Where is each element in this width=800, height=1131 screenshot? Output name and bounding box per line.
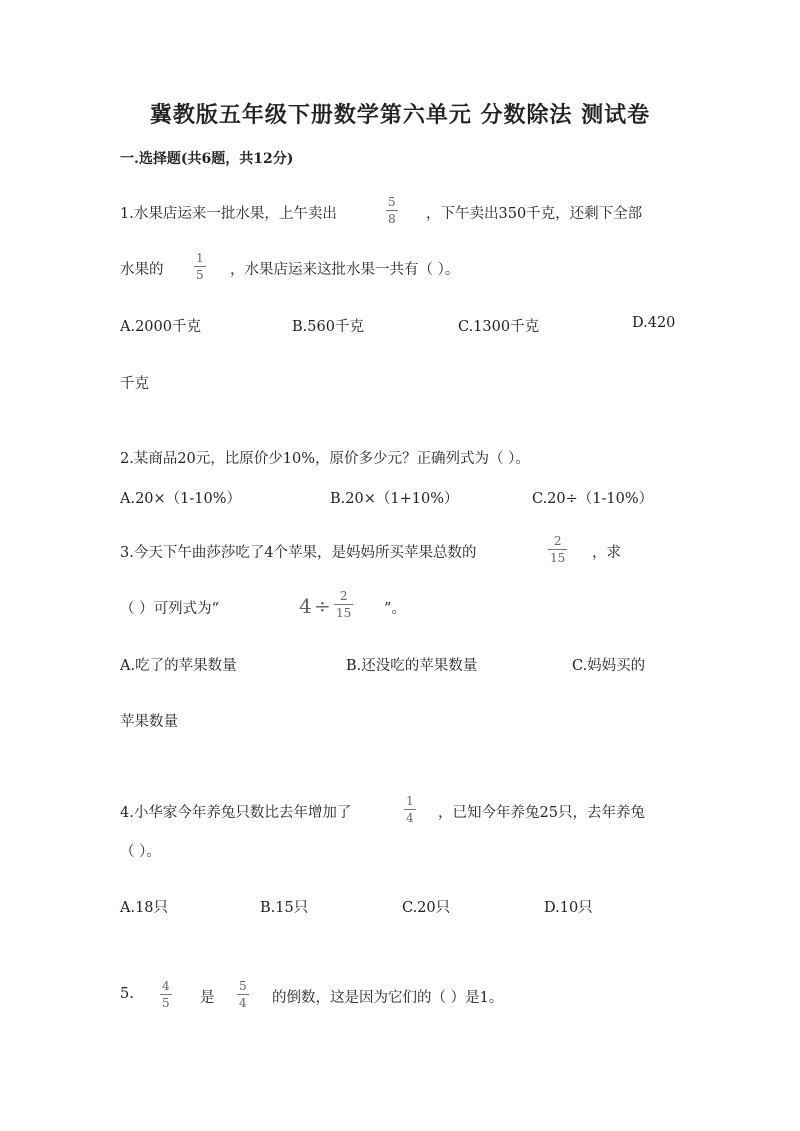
q1-option-c[interactable]: C.1300千克 xyxy=(458,319,540,335)
fraction-numerator: 1 xyxy=(196,251,204,265)
q3-text-part2: ，求 xyxy=(592,545,621,561)
q5-text-part3: 的倒数，这是因为它们的（ ）是1。 xyxy=(272,990,504,1006)
q2-option-c[interactable]: C.20÷（1-10%） xyxy=(532,491,654,507)
q1-text-part3: 水果的 xyxy=(120,262,164,278)
q5-number: 5. xyxy=(120,986,134,1002)
q5-fraction-2 xyxy=(237,980,249,1009)
fraction-numerator: 2 xyxy=(339,589,348,603)
q1-text-part2: ，下午卖出350千克，还剩下全部 xyxy=(426,206,643,222)
fraction-numerator: 5 xyxy=(388,195,396,209)
fraction-denominator: 5 xyxy=(196,268,204,282)
fraction-denominator: 15 xyxy=(336,606,352,620)
q3-fraction-1 xyxy=(548,535,567,564)
q5-fraction-1 xyxy=(160,980,172,1009)
q2-option-a[interactable]: A.20×（1-10%） xyxy=(120,491,242,507)
q3-option-c-wrap: 苹果数量 xyxy=(120,714,178,730)
q1-option-b[interactable]: B.560千克 xyxy=(292,319,364,335)
q2-option-b[interactable]: B.20×（1+10%） xyxy=(330,491,459,507)
fraction-numerator: 4 xyxy=(162,979,170,993)
q3-option-c[interactable]: C.妈妈买的 xyxy=(572,658,646,674)
fraction-denominator: 8 xyxy=(388,212,396,226)
q4-option-b[interactable]: B.15只 xyxy=(260,900,309,916)
q3-option-b[interactable]: B.还没吃的苹果数量 xyxy=(346,658,478,674)
q3-text-part1: 3.今天下午曲莎莎吃了4个苹果，是妈妈所买苹果总数的 xyxy=(120,545,477,561)
q1-text-part4: ，水果店运来这批水果一共有（ ）。 xyxy=(230,262,460,278)
q3-option-a[interactable]: A.吃了的苹果数量 xyxy=(120,658,237,674)
q1-fraction-2 xyxy=(194,252,206,281)
fraction-denominator: 15 xyxy=(550,551,566,565)
section-heading: 一.选择题(共6题，共12分) xyxy=(120,151,294,167)
fraction-denominator: 4 xyxy=(406,811,414,825)
fraction-numerator: 5 xyxy=(239,979,247,993)
q3-text-part4: ”。 xyxy=(384,601,406,617)
q5-text-part2: 是 xyxy=(200,990,215,1006)
page-title: 冀教版五年级下册数学第六单元 分数除法 测试卷 xyxy=(149,102,651,128)
q1-option-d-wrap: 千克 xyxy=(120,376,149,392)
fraction-numerator: 1 xyxy=(406,794,414,808)
q1-option-d[interactable]: D.420 xyxy=(632,315,676,331)
q1-option-a[interactable]: A.2000千克 xyxy=(120,319,201,335)
q2-text: 2.某商品20元，比原价少10%，原价多少元？正确列式为（ ）。 xyxy=(120,451,530,467)
q4-text-part2: ，已知今年养兔25只，去年养兔 xyxy=(438,805,645,821)
q3-fraction-2 xyxy=(334,590,353,619)
q4-text-part3: （ ）。 xyxy=(120,844,161,860)
q4-text-part1: 4.小华家今年养兔只数比去年增加了 xyxy=(120,805,352,821)
q3-text-part3: （ ）可列式为“ xyxy=(120,601,220,617)
q3-expression-divide-sign: ÷ xyxy=(314,594,331,618)
q4-option-a[interactable]: A.18只 xyxy=(120,900,169,916)
fraction-numerator: 2 xyxy=(553,534,562,548)
fraction-denominator: 5 xyxy=(162,996,170,1010)
fraction-denominator: 4 xyxy=(239,996,247,1010)
q3-expression-integer: 4 xyxy=(299,594,312,618)
q1-fraction-1 xyxy=(386,196,398,225)
q1-text-part1: 1.水果店运来一批水果，上午卖出 xyxy=(120,206,337,222)
q4-fraction-1 xyxy=(404,795,416,824)
q4-option-d[interactable]: D.10只 xyxy=(544,900,593,916)
q4-option-c[interactable]: C.20只 xyxy=(402,900,451,916)
